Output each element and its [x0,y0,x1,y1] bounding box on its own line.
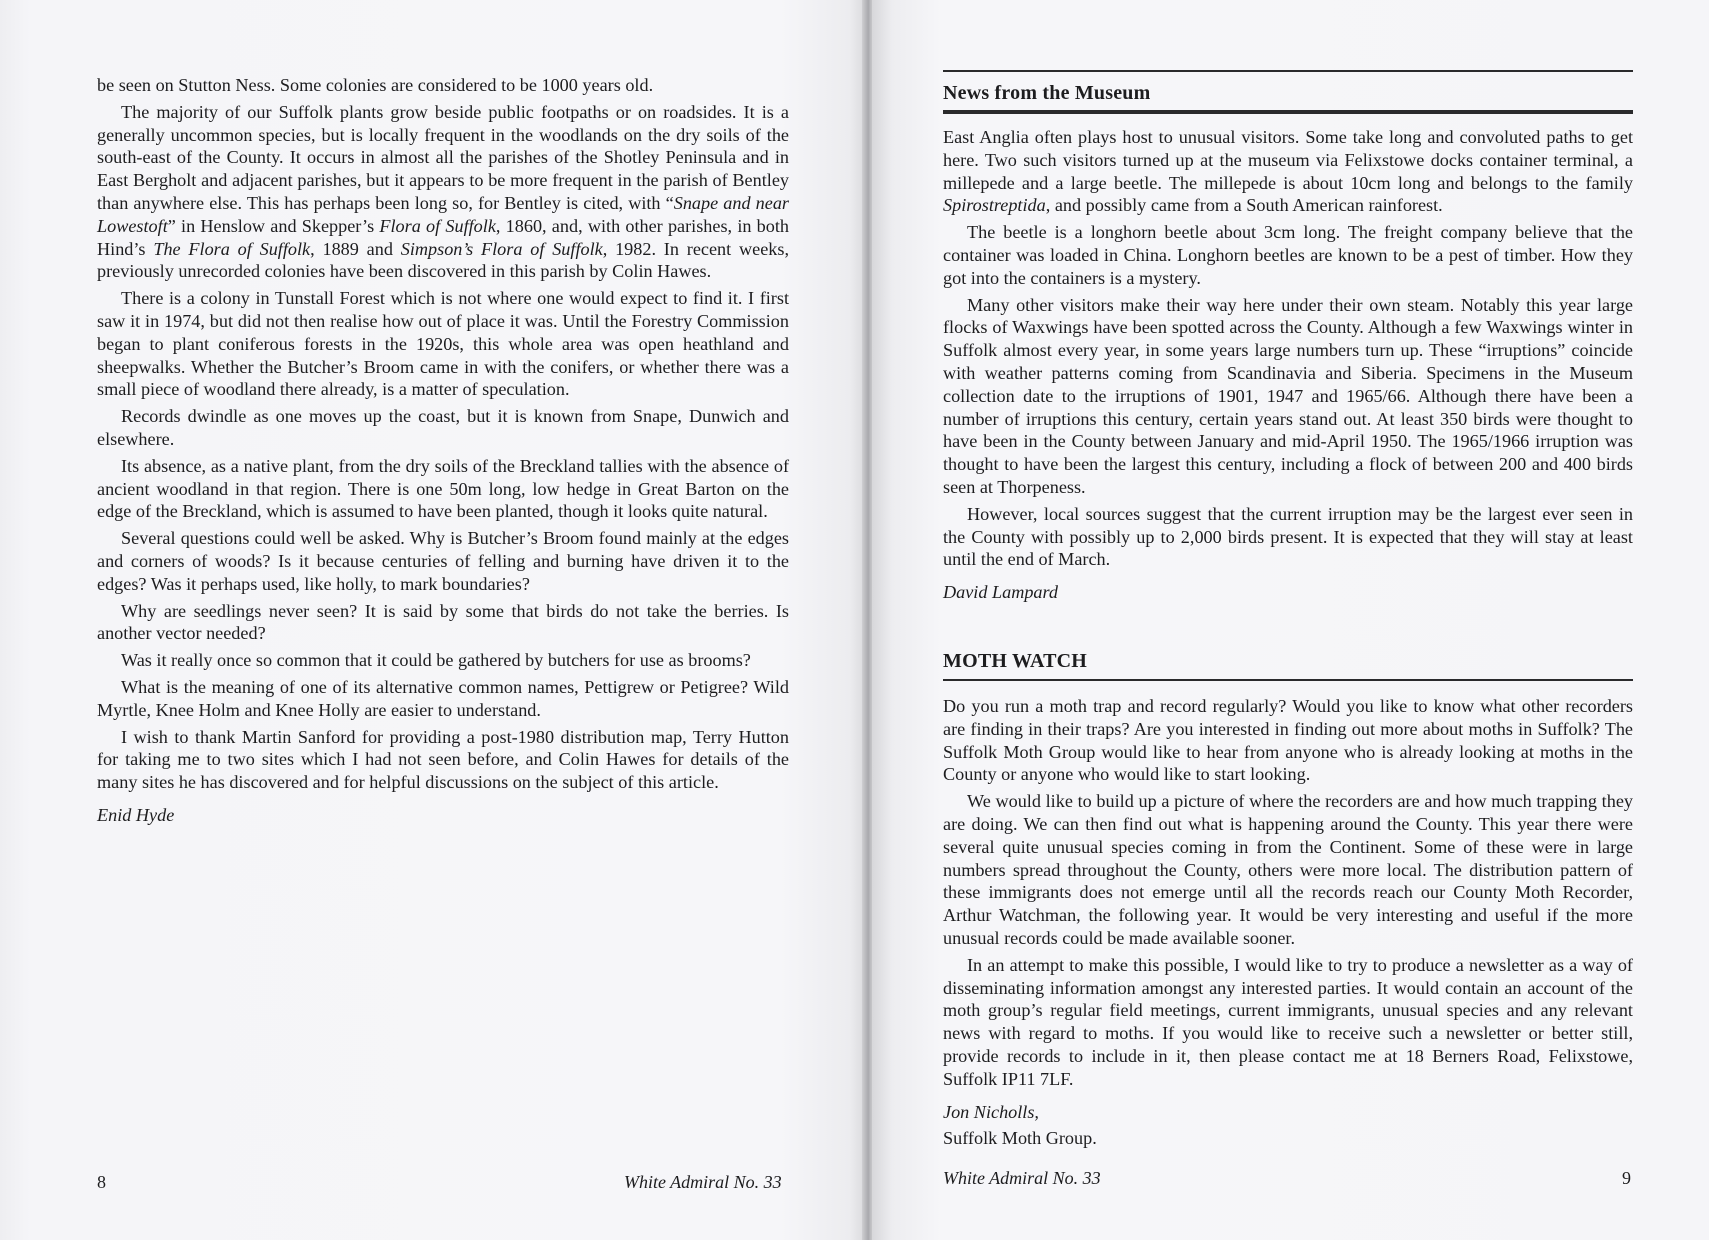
paragraph: The majority of our Suffolk plants grow beside public footpaths or on roadsides. It is a generally uncommon species, but is locally frequent in the woodlands on the dry soils of the south-east of the County. It occurs in almost all the parishes of the Shotley Peninsula and in East Bergholt and adjacent parishes, but it appears to be more frequent in the parish of Bentley than anywhere else. This has perhaps been long so, for Bentley is cited, with “Snape and near Lowestoft” in Henslow and Skepper’s Flora of Suffolk, 1860, and, with other parishes, in both Hind’s The Flora of Suffolk, 1889 and Simpson’s Flora of Suffolk, 1982. In recent weeks, previously unrecorded colonies have been discovered in this parish by Colin Hawes. [97,101,790,282]
right-page [872,0,1709,1240]
paragraph: Was it really once so common that it could be gathered by butchers for use as brooms? [121,650,751,671]
author-signature: Enid Hyde [97,804,175,825]
paragraph: We would like to build up a picture of where the recorders are and how much trapping they are doing. We can then find out what is happening around the County. This year there were several quite unusual species coming in from the Continent. Some of these were in large numbers spread throughout the County, others were more local. The distribution pattern of these immigrants does not emerge until all the records reach our County Moth Recorder, Arthur Watchman, the following year. It would be very interesting and useful if the more unusual records could be made available sooner. [943,791,1633,948]
page-number: 8 [97,1172,106,1192]
author-signature: David Lampard [943,582,1059,603]
paragraph: The beetle is a longhorn beetle about 3cm long. The freight company believe that the container was loaded in China. Longhorn beetles are known to be a pest of timber. How they got into the containers is a mystery. [943,222,1633,288]
paragraph: I wish to thank Martin Sanford for providing a post-1980 distribution map, Terry Hutton for taking me to two sites which I had not seen before, and Colin Hawes for details of the many sites he has discovered and for helpful discussions on the subject of this article. [97,726,789,793]
paragraph: Why are seedlings never seen? It is said by some that birds do not take the berries. Is another vector needed? [97,600,789,644]
moth-article-body [943,695,1633,1154]
section-heading-moth-watch: MOTH WATCH [943,650,1633,681]
paragraph: In an attempt to make this possible, I would like to try to produce a newsletter as a way of disseminating information amongst any interested parties. It would contain an account of the moth group’s regular field meetings, current immigrants, unusual species and any relevant news with regard to moths. If you would like to receive such a newsletter or better still, provide records to include in it, then please contact me at 18 Berners Road, Felixstowe, Suffolk IP11 7LF. [943,954,1633,1089]
paragraph: There is a colony in Tunstall Forest which is not where one would expect to find it. I first saw it in 1974, but did not then realise how out of place it was. Until the Forestry Commission began to plant coniferous forests in the 1920s, this whole area was open heathland and sheepwalks. Whether the Butcher’s Broom came in with the conifers, or whether there was a small piece of woodland there already, is a matter of speculation. [97,288,789,400]
left-article-body [97,74,789,831]
paragraph: be seen on Stutton Ness. Some colonies are considered to be 1000 years old. [97,75,654,95]
footer-title: White Admiral No. 33 [943,1168,1101,1188]
paragraph: Many other visitors make their way here under their own steam. Notably this year large flocks of Waxwings have been spotted across the County. Although a few Waxwings winter in Suffolk almost every year, in some years large numbers turn up. These “irruptions” coincide with weather patterns coming from Scandinavia and Siberia. Specimens in the Museum collection date to the irruptions of 1901, 1947 and 1965/66. Although there have been a number of irruptions this century, certain years stand out. At least 350 birds were thought to have been in the County between January and mid-April 1950. The 1965/1966 irruption was thought to have been the largest this century, including a flock of between 200 and 400 birds seen at Thorpeness. [943,294,1633,497]
paragraph: Its absence, as a native plant, from the dry soils of the Breckland tallies with the absence of ancient woodland in that region. There is one 50m long, low hedge in Great Barton on the edge of the Breckland, which is assumed to have been planted, though it looks quite natural. [97,455,789,522]
author-signature: Jon Nicholls, [943,1101,1039,1122]
paragraph: What is the meaning of one of its alternative common names, Pettigrew or Petigree? Wild Myrtle, Knee Holm and Knee Holly are easier to understand. [97,676,789,720]
paragraph: East Anglia often plays host to unusual visitors. Some take long and convoluted paths to get here. Two such visitors turned up at the museum via Felixstowe docks container terminal, a millepede and a large beetle. The millepede is about 10cm long and belongs to the family Spirostreptida, and possibly came from a South American rainforest. [943,127,1633,216]
paragraph: Records dwindle as one moves up the coast, but it is known from Snape, Dunwich and elsewhere. [97,406,789,449]
paragraph: However, local sources suggest that the current irruption may be the largest ever seen in the County with possibly up to 2,000 birds present. It is expected that they will stay at least until the end of March. [943,503,1633,570]
footer-title: White Admiral No. 33 [624,1172,782,1192]
section-heading-news: News from the Museum [943,70,1633,114]
news-article-body [943,126,1633,608]
author-affiliation: Suffolk Moth Group. [943,1128,1097,1149]
paragraph: Do you run a moth trap and record regularly? Would you like to know what other recorders are finding in their traps? Are you interested in finding out more about moths in Suffolk? The Suffolk Moth Group would like to hear from anyone who is already looking at moths in the County or anyone who would like to start looking. [943,696,1633,785]
paragraph: Several questions could well be asked. Why is Butcher’s Broom found mainly at the edges and corners of woods? Is it because centuries of felling and burning have driven it to the edges? Was it perhaps used, like holly, to mark boundaries? [97,528,789,594]
page-number: 9 [1622,1168,1631,1188]
